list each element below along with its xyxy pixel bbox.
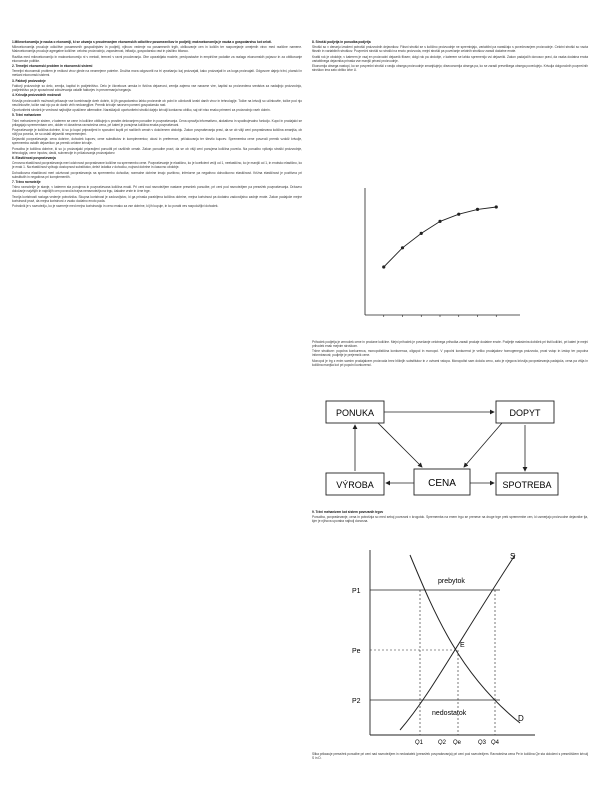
paragraph: Oportunitetni strošek je vrednost najboljše opuščene alternative. Naraščajoči oportunitetni stroški dajejo krivulji konkavno obliko, saj viri niso enako primerni za proizvodnjo vseh dobrin. bbox=[12, 108, 271, 112]
arrow-ponuka-cena bbox=[378, 423, 422, 467]
curve-point bbox=[457, 213, 460, 216]
paragraph: Tržno ravnotežje je stanje, v katerem sta ponujena in povpraševana količina enaki. Pri ceni nad ravnotežjem nastane presežek ponudbe, pri ceni pod ravnotežjem pa presežek povpraševanja. Državno določanje najvišjih in najnižjih cen povzroča trajna neravnotežja na trgu, čakalne vrste in črne trge. bbox=[12, 185, 302, 194]
section-heading: 9. Tržni mehanizem kot sistem povezanih trgov bbox=[312, 510, 384, 514]
q1-label: Q1 bbox=[415, 740, 424, 745]
curve-point bbox=[382, 265, 385, 268]
supply-label: S bbox=[510, 552, 516, 561]
paragraph: Potrošnik je v ravnotežju, ko je razmerje med mejno koristnostjo in ceno enako za vse dobrine, ki jih kupuje, in ko porabi ves razpoložljivi dohodek. bbox=[12, 204, 219, 209]
section-heading: 5. Tržni mehanizem bbox=[12, 113, 42, 118]
demand-label: D bbox=[518, 714, 524, 723]
right-column-bottom bbox=[312, 752, 588, 761]
paragraph: Ponudba je količina dobrine, ki so jo proizvajalci pripravljeni ponuditi pri različnih cenah. Zakon ponudbe pravi, da se ob višji ceni ponujena količina poveča. Na ponudbo vplivajo stroški proizvodnje, tehnologija, cene inputov, davki, subvencije in pričakovanja proizvajalcev. bbox=[12, 146, 302, 155]
section-heading: 2. Temeljni ekonomski problem in ekonomski sistemi bbox=[12, 64, 93, 69]
p1-label: P1 bbox=[352, 588, 361, 595]
right-column-middle bbox=[312, 340, 588, 368]
left-column bbox=[12, 40, 302, 209]
demand-curve bbox=[410, 555, 520, 723]
q4-label: Q4 bbox=[491, 740, 500, 745]
paragraph: Monopol je trg z enim samim prodajalcem proizvoda brez bližnjih substitutov in z ovirami vstopa. Monopolist sam določa ceno, zato je njegova krivulja povpraševanja padajoča, cena pa višja in količina manjša kot pri popolni konkurenci. bbox=[312, 358, 588, 367]
paragraph: Slika prikazuje presežek ponudbe pri ceni nad ravnotežjem in nedostatek (presežek povpraševanja) pri ceni pod ravnotežjem. Ravnotežna cena Pe in količina Qe sta določeni s presečiščem krivulj S in D. bbox=[312, 752, 588, 761]
equilibrium-label: E bbox=[460, 642, 465, 649]
market-diagram bbox=[340, 545, 540, 745]
section-heading: 7. Tržno ravnotežje bbox=[12, 180, 41, 185]
pe-label: Pe bbox=[352, 648, 361, 655]
shortage-label: nedostatok bbox=[432, 710, 467, 717]
paragraph: Faktorji proizvodnje so delo, zemlja, kapital in podjetništvo. Delo je človekova umska in fizična dejavnost, zemlja zajema vse naravne vire, kapital so proizvedena sredstva za nadaljnjo proizvodnjo, podjetništvo pa je sposobnost združevanja ostalih faktorjev in prevzemanja tveganja. bbox=[12, 83, 302, 93]
arrow-dopyt-cena bbox=[464, 423, 502, 467]
right-column-lower bbox=[312, 510, 588, 525]
paragraph: Dejavniki povpraševanja: cena dobrine, dohodek kupcev, cene substitutov in komplementov, okusi in preference, pričakovanja ter število kupcev. Sprememba cene povzroči premik vzdolž krivulje, sprememba ostalih dejavnikov pa premik celotne krivulje. bbox=[12, 137, 302, 146]
paragraph: Dohodkovna elastičnost meri odzivnost povpraševanja na spremembo dohodka; normalne dobrine imajo pozitivno, inferiorne pa negativno dohodkovno elastičnost. Križna elastičnost je pozitivna pri substitutih in negativna pri komplementih. bbox=[12, 170, 302, 179]
qe-label: Qe bbox=[453, 740, 462, 745]
paragraph: Ekonomija obsega nastopi, ko se povprečni stroški z rastjo obsega proizvodnje zmanjšujejo; diseconomija obsega pa, ko se zaradi prevelikega obsega povečujejo. Krivulja dolgoročnih povprečnih stroškov ima zato obliko črke U. bbox=[312, 64, 588, 73]
right-column-top bbox=[312, 40, 588, 73]
paragraph: Prihodek podjetja je zmnožek cene in prodane količine. Mejni prihodek je povečanje celotnega prihodka zaradi prodaje dodatne enote. Podjetje maksimira dobiček pri tisti količini, pri kateri je mejni prihodek enak mejnim stroškom. bbox=[312, 340, 588, 349]
paragraph: Tržne strukture: popolna konkurenca, monopolistična konkurenca, oligopol in monopol. V popolni konkurenci je veliko prodajalcev homogenega proizvoda, prost vstop in izstop ter popolna informiranost; podjetje je prejemnik cene. bbox=[312, 349, 588, 358]
paragraph: Povpraševanje je količina dobrine, ki so jo kupci pripravljeni in sposobni kupiti pri različnih cenah v določenem obdobju. Zakon povpraševanja pravi, da se ob višji ceni povpraševana količina zmanjša, ob nižji pa poveča, če so ostali dejavniki nespremenjeni. bbox=[12, 127, 302, 137]
node-vyroba-label: VÝROBA bbox=[336, 480, 374, 490]
paragraph: Krivulja proizvodnih možnosti prikazuje vse kombinacije dveh dobrin, ki jih gospodarstvo lahko proizvede ob polni in učinkoviti izrabi danih virov in tehnologije. Točke na krivulji so učinkovite, točke pod njo neučinkovite, točke nad njo pa ob danih virih nedosegljive. Premik krivulje navzven pomeni gospodarsko rast. bbox=[12, 98, 302, 107]
curve-point bbox=[476, 208, 479, 211]
paragraph: Tržni mehanizem je sistem, v katerem se cene in količine oblikujejo s prostim delovanjem ponudbe in povpraševanja. Cena opravlja informativno, alokativno in spodbujevalno funkcijo. Kupci in prodajalci se prilagajajo spremembam cen, dokler ni dosežena ravnotežna cena, pri kateri je ponujena količina enaka povpraševani. bbox=[12, 118, 302, 127]
curve-point bbox=[438, 220, 441, 223]
section-heading: 1.Mikroekonomija je nauka o ekonomiji, ki se ukvarja s proučevanjem ekonomskih odločitev posameznikov in podjetij; makroekonomija je nauka o gospodarstvu kot celoti. bbox=[12, 40, 272, 44]
p2-label: P2 bbox=[352, 698, 361, 705]
curve-point bbox=[401, 246, 404, 249]
node-spotreba-label: SPOTREBA bbox=[502, 480, 552, 490]
paragraph: Razlika med mikroekonomijo in makroekonomijo ni v metodi, temveč v ravni proučevanja. Obe uporabljata modele, predpostavke in empirične podatke za razlago ekonomskih pojavov in za oblikovanje ekonomske politike. bbox=[12, 54, 302, 63]
curve-line bbox=[384, 207, 497, 267]
paragraph: Cenovna elastičnost povpraševanja meri odzivnost povpraševane količine na spremembo cene. Povpraševanje je elastično, ko je koeficient večji od 1, neelastično, ko je manjši od 1, in enotsko elastično, ko je enak 1. Na elastičnost vplivajo dostopnost substitutov, delež izdatka v dohodku, nujnost dobrine in časovno obdobje. bbox=[12, 161, 302, 170]
paragraph: Kratki rok je obdobje, v katerem je vsaj en proizvodni dejavnik fiksen; dolgi rok pa obdobje, v katerem se lahko spremenijo vsi dejavniki. Zakon padajočih donosov pravi, da vsaka dodatna enota variabilnega dejavnika prinaša vse manjši prirast proizvodnje. bbox=[312, 54, 588, 63]
section-heading: 3. Faktorji proizvodnje bbox=[12, 78, 46, 83]
curve-point bbox=[420, 232, 423, 235]
surplus-label: prebytok bbox=[438, 578, 465, 585]
paragraph: Temeljni ekonomski problem je redkost virov glede na neomejene potrebe. Družba mora odgovoriti na tri vprašanja: kaj proizvajati, kako proizvajati in za koga proizvajati. Odgovore dajejo tržni, planski in mešani ekonomski sistemi. bbox=[12, 69, 302, 78]
paragraph: Stroški so v denarju izraženi potroški proizvodnih dejavnikov. Fiksni stroški se s količino proizvodnje ne spreminjajo, variabilni pa naraščajo s povečevanjem proizvodnje. Celotni stroški so vsota fiksnih in variabilnih stroškov. Povprečni stroški so stroški na enoto proizvoda, mejni stroški pa povečanje celotnih stroškov zaradi dodatne enote. bbox=[312, 45, 588, 54]
q2-label: Q2 bbox=[438, 740, 447, 745]
curve-chart bbox=[350, 180, 530, 330]
section-heading: 6. Elastičnost povpraševanja bbox=[12, 156, 56, 161]
section-heading: 4. Krivulja proizvodnih možnosti bbox=[12, 93, 62, 98]
section-heading: 8. Stroški podjetja in ponudba podjetja bbox=[312, 40, 371, 44]
curve-point bbox=[495, 205, 498, 208]
node-dopyt-label: DOPYT bbox=[509, 408, 541, 418]
node-cena-label: CENA bbox=[428, 478, 456, 489]
curve-figure bbox=[350, 180, 530, 330]
paragraph: Ponudba, povpraševanje, cena in potrošnja so med seboj povezani v krogotok. Sprememba na enem trgu se prenese na druge trge prek spremembe cen, ki usmerjajo proizvodne dejavnike tja, kjer je njihova uporaba najbolj donosna. bbox=[312, 515, 588, 524]
paragraph: Mikroekonomija proučuje odločitve posameznih gospodinjstev in podjetij, njihovo vedenje na posameznih trgih, oblikovanje cen in količin ter razporejanje omejenih virov med različne namene. Makroekonomija proučuje agregatne količine: celotno proizvodnjo, zaposlenost, inflacijo, gospodarsko rast in plačilno bilanco. bbox=[12, 45, 302, 54]
q3-label: Q3 bbox=[478, 740, 487, 745]
paragraph: Teorija koristnosti razlaga vedenje potrošnika. Skupna koristnost je zadovoljstvo, ki ga prinaša porabljena količina dobrine, mejna koristnost pa dodatno zadovoljstvo zadnje enote. Zakon padajoče mejne koristnosti pravi, da mejna koristnost z vsako dodatno enoto pada. bbox=[12, 194, 302, 203]
node-ponuka-label: PONUKA bbox=[335, 408, 375, 418]
cycle-diagram bbox=[318, 395, 580, 505]
